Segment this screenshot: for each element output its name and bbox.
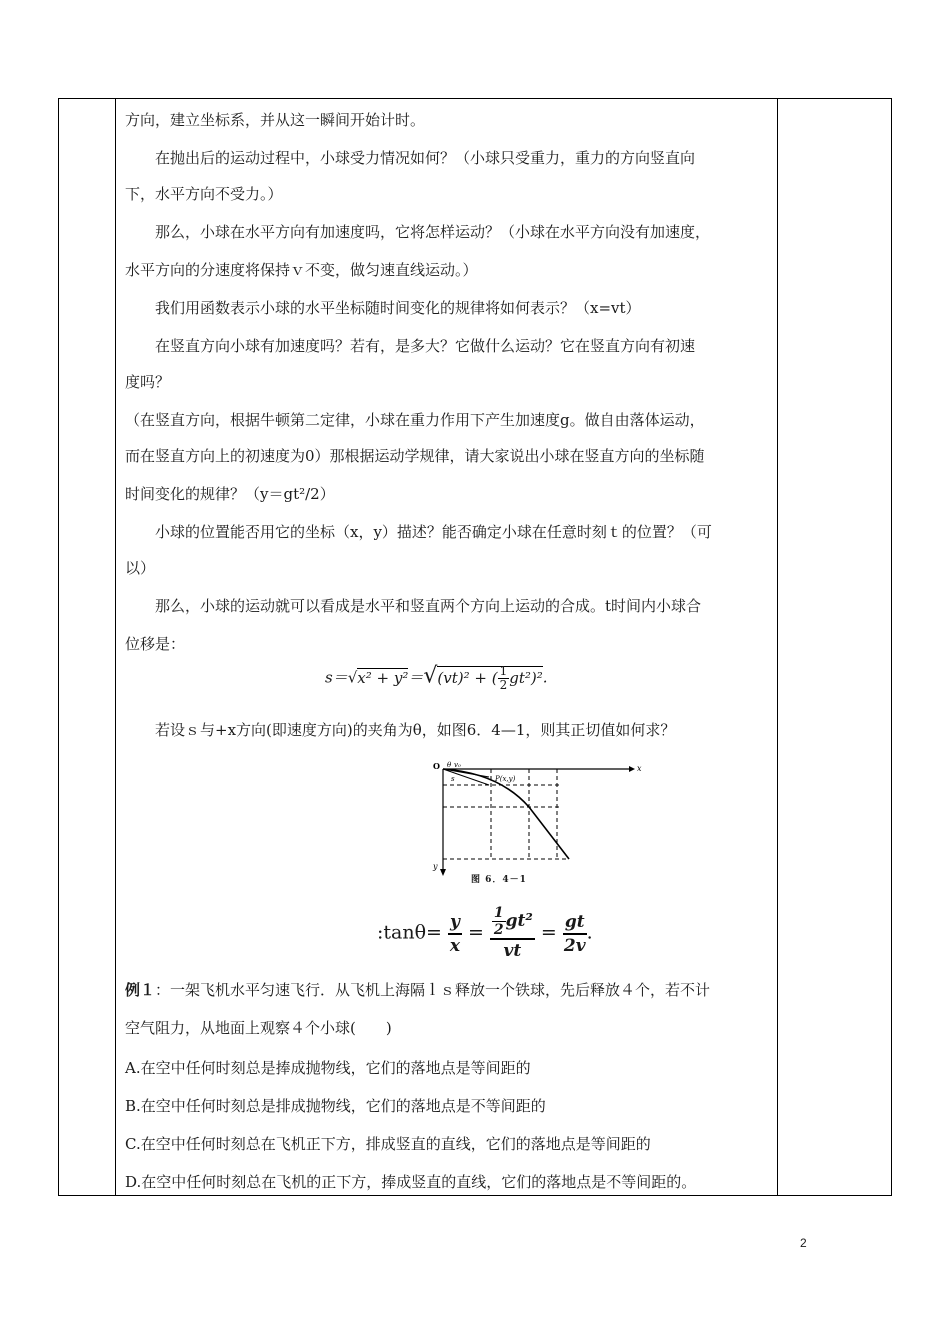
paragraph-line: 在竖直方向小球有加速度吗？若有，是多大？它做什么运动？它在竖直方向有初速 [155,337,696,355]
option-c: C.在空中任何时刻总在飞机正下方，排成竖直的直线，它们的落地点是等间距的 [125,1135,651,1153]
paragraph-line: 下，水平方向不受力。） [125,185,283,203]
paragraph-line: 以） [125,559,156,577]
half-gt2-over-vt-fraction [490,905,535,962]
fraction-numerator: 1 [493,905,504,921]
formula-equals: = [540,921,557,944]
formula-sqrt-2a: (vt)² + ( [437,668,498,687]
fraction-denominator: x [449,935,461,956]
fraction-numerator: gt [563,911,587,935]
y-axis-arrow [440,869,446,876]
paragraph-line: 那么，小球在水平方向有加速度吗，它将怎样运动？（小球在水平方向没有加速度， [155,223,711,241]
y-over-x-fraction [448,911,462,957]
half-fraction [498,665,510,692]
paragraph-line: 小球的位置能否用它的坐标（x，y）描述？能否确定小球在任意时刻ｔ的位置？（可 [155,523,712,541]
paragraph-line: 在抛出后的运动过程中，小球受力情况如何？（小球只受重力，重力的方向竖直向 [155,149,696,167]
paragraph-line: （在竖直方向，根据牛顿第二定律，小球在重力作用下产生加速度g。做自由落体运动， [125,411,705,429]
figure-label-y: y [433,862,438,871]
projectile-figure [429,759,649,877]
example-question [125,979,771,1001]
option-d: D.在空中任何时刻总在飞机的正下方，捧成竖直的直线，它们的落地点是不等间距的。 [125,1173,697,1191]
fraction-numerator: 1 [499,664,508,678]
formula-sqrt-2b: gt²)² [509,668,543,687]
gt-over-2v-fraction [563,911,587,957]
fraction-numerator: y [448,911,462,935]
paragraph-line: 方向，建立坐标系，并从这一瞬间开始计时。 [125,111,426,129]
example-line-1: ：一架飞机水平匀速飞行．从飞机上海隔ｌｓ释放一个铁球，先后释放４个，若不计 [155,981,711,999]
sqrt-symbol: √ [347,668,358,687]
formula-lhs: s＝ [325,668,348,687]
option-a: A.在空中任何时刻总是捧成抛物线，它们的落地点是等间距的 [125,1059,531,1077]
figure-label-x: x [637,764,642,773]
x-axis-arrow [629,766,635,772]
table-column-divider-left [115,99,116,1195]
paragraph-line: 我们用函数表示小球的水平坐标随时间变化的规律将如何表示？（x=vt） [155,299,641,317]
paragraph-line: 水平方向的分速度将保持ｖ不变，做匀速直线运动。） [125,261,478,279]
fraction-denominator: vt [503,941,522,961]
fraction-denominator: 2 [493,922,504,938]
paragraph-line: 若设ｓ与+x方向(即速度方向)的夹角为θ，如图6．4—1，则其正切值如何求？ [155,721,676,739]
formula-end: . [542,668,548,687]
fraction-denominator: 2 [499,678,508,692]
tangent-formula [377,905,593,962]
half-fraction [492,905,506,938]
formula-prefix: :tanθ= [377,921,442,944]
figure-label-origin: O [433,761,440,771]
figure-label-p: P(x,y) [495,775,516,783]
sqrt-symbol: √ [423,663,438,689]
fraction-denominator: 2v [563,935,586,956]
paragraph-line: 位移是： [125,635,186,653]
fraction-numerator [490,905,535,940]
lesson-table [58,98,892,1196]
figure-label-theta: θ [447,761,452,769]
option-b: B.在空中任何时刻总是排成抛物线，它们的落地点是不等间距的 [125,1097,546,1115]
paragraph-line: 时间变化的规律？（y＝gt²/2） [125,485,335,503]
paragraph-line: 而在竖直方向上的初速度为0）那根据运动学规律，请大家说出小球在竖直方向的坐标随 [125,447,705,465]
paragraph-line: 那么，小球的运动就可以看成是水平和竖直两个方向上运动的合成。t时间内小球合 [155,597,702,615]
displacement-formula [325,665,548,692]
paragraph-line: 度吗？ [125,373,171,391]
formula-gt2: gt² [505,911,533,931]
example-label: 例１ [125,981,156,999]
formula-equals: = [467,921,484,944]
example-line-2: 空气阻力，从地面上观察４个小球( ) [125,1019,392,1037]
figure-label-s: s [451,775,455,783]
table-column-divider-right [777,99,778,1195]
formula-sqrt-1: x² + y² [357,668,409,687]
formula-end: . [586,921,593,944]
figure-label-v0: v₀ [454,761,461,769]
page-number: 2 [800,1236,807,1250]
formula-equals: ＝ [408,668,424,687]
figure-caption: 图 6．4－1 [471,875,527,885]
